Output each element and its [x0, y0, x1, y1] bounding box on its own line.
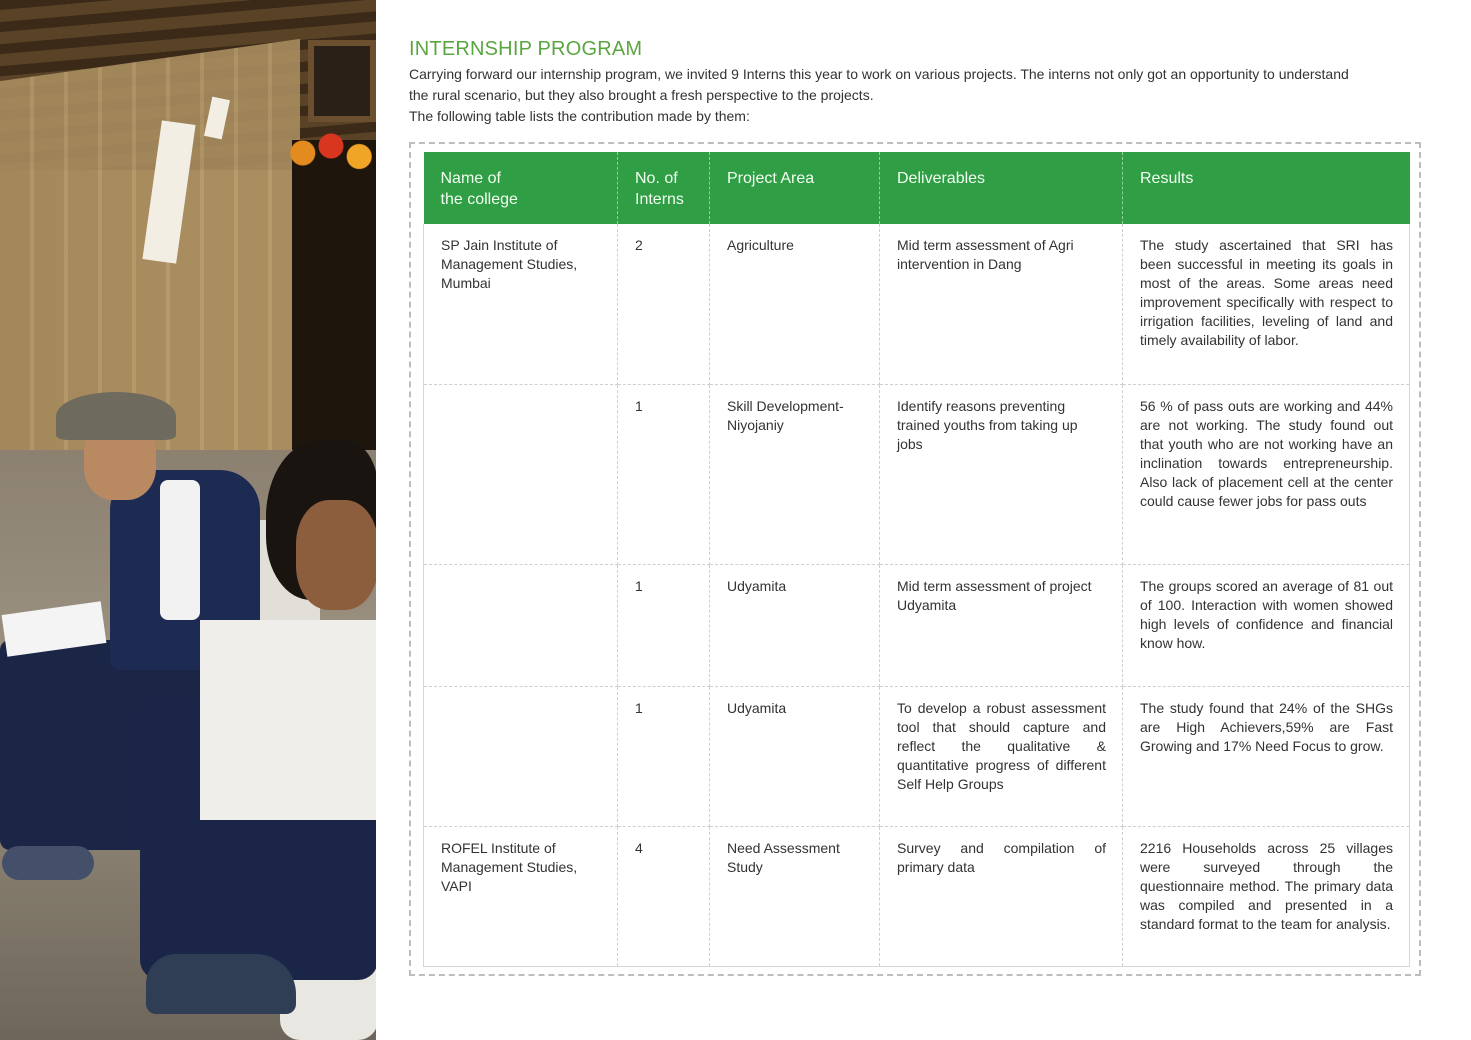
cell-results: The study ascertained that SRI has been successful in meeting its goals in most of the areas. Some areas need improvement specifically with respect to irrigation facilities, leveling of land and timely availability of labor. — [1123, 224, 1410, 384]
photo-person1-stripe — [160, 480, 200, 620]
cell-interns: 4 — [618, 826, 710, 966]
cell-interns: 1 — [618, 384, 710, 564]
header-deliverables-label: Deliverables — [897, 170, 986, 187]
header-area — [710, 152, 880, 224]
internship-table — [423, 152, 1410, 967]
photo-window — [308, 40, 376, 122]
cell-results: The study found that 24% of the SHGs are High Achievers,59% are Fast Growing and 17% Need Focus to grow. — [1123, 686, 1410, 826]
section-heading: INTERNSHIP PROGRAM — [409, 38, 643, 60]
table-row — [424, 686, 1410, 826]
cell-area: Udyamita — [710, 686, 880, 826]
cell-results: 2216 Households across 25 villages were surveyed through the questionnaire method. The primary data was compiled and presented in a standard format to the team for analysis. — [1123, 826, 1410, 966]
cell-college — [424, 686, 618, 826]
cell-area: Need Assessment Study — [710, 826, 880, 966]
header-results — [1123, 152, 1410, 224]
header-interns — [618, 152, 710, 224]
interns-photo — [0, 0, 378, 1040]
cell-interns: 1 — [618, 564, 710, 686]
header-college-label: Name of the college — [440, 170, 518, 208]
intro-text — [409, 64, 1369, 127]
photo-person2-body — [200, 620, 378, 820]
intro-paragraph: Carrying forward our internship program, we invited 9 Interns this year to work on various projects. The interns not only got an opportunity to understand the rural scenario, but they also brought a fresh perspective to the projects. — [409, 66, 1349, 103]
cell-interns: 1 — [618, 686, 710, 826]
cell-college: ROFEL Institute of Management Studies, VAPI — [424, 826, 618, 966]
table-row — [424, 384, 1410, 564]
cell-deliverables: Survey and compilation of primary data — [880, 826, 1123, 966]
header-college — [424, 152, 618, 224]
cell-area: Udyamita — [710, 564, 880, 686]
table-row — [424, 564, 1410, 686]
cell-area: Agriculture — [710, 224, 880, 384]
cell-results: The groups scored an average of 81 out of 100. Interaction with women showed high levels of confidence and financial know how. — [1123, 564, 1410, 686]
photo-shoe-far — [2, 846, 94, 880]
cell-deliverables: Mid term assessment of Agri intervention in Dang — [880, 224, 1123, 384]
header-results-label: Results — [1140, 170, 1194, 187]
intro-paragraph: The following table lists the contribution made by them: — [409, 108, 750, 124]
photo-edge — [376, 0, 378, 1040]
photo-person1-cap — [56, 392, 176, 440]
cell-area: Skill Development-Niyojaniy — [710, 384, 880, 564]
table-header-row — [424, 152, 1410, 224]
header-deliverables — [880, 152, 1123, 224]
cell-deliverables: Mid term assessment of project Udyamita — [880, 564, 1123, 686]
cell-college: SP Jain Institute of Management Studies, Mumbai — [424, 224, 618, 384]
cell-results: 56 % of pass outs are working and 44% are not working. The study found out that youth who are not working have an inclination towards entrepreneurship. Also lack of placement cell at the center could cause fewer jobs for pass outs — [1123, 384, 1410, 564]
cell-deliverables: Identify reasons preventing trained youths from taking up jobs — [880, 384, 1123, 564]
photo-garland — [284, 118, 378, 188]
photo-shoe — [146, 954, 296, 1014]
header-interns-label: No. of Interns — [635, 170, 684, 208]
table-row — [424, 224, 1410, 384]
cell-interns: 2 — [618, 224, 710, 384]
header-area-label: Project Area — [727, 170, 815, 187]
table-row — [424, 826, 1410, 966]
cell-college — [424, 564, 618, 686]
cell-deliverables: To develop a robust assessment tool that should capture and reflect the qualitative & quantitative progress of different Self Help Groups — [880, 686, 1123, 826]
cell-college — [424, 384, 618, 564]
photo-person2-face — [296, 500, 378, 610]
